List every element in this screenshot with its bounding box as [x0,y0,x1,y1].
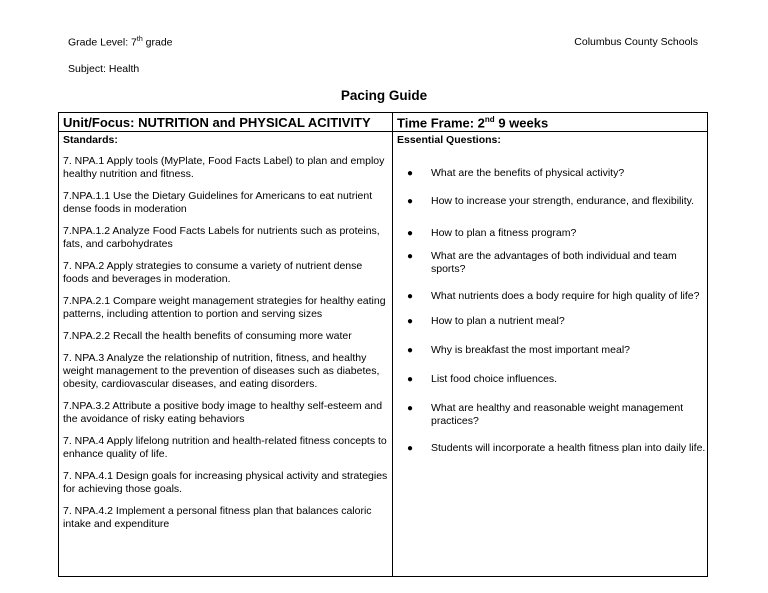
grade-level-suffix: grade [142,36,173,49]
question-text: Students will incorporate a health fitness plan into daily life. [431,442,706,455]
question-text: How to plan a nutrient meal? [431,315,565,328]
grade-level-sup: th [136,36,143,43]
standard-item: 7. NPA.1 Apply tools (MyPlate, Food Facts Label) to plan and employ healthy nutrition and fitness. [63,155,385,181]
list-item [397,315,707,328]
standard-item: 7. NPA.4 Apply lifelong nutrition and health-related fitness concepts to enhance quality of life. [63,435,387,461]
question-text: What are the advantages of both individual and team sports? [431,250,677,276]
bullet-icon: ● [407,345,414,357]
list-item [397,344,707,357]
table-body-row [59,132,708,577]
list-item [397,402,707,428]
bullet-icon: ● [407,316,414,328]
standard-item: 7.NPA.1.2 Analyze Food Facts Labels for nutrients such as proteins, fats, and carbohydrates [63,225,380,251]
subject: Subject: Health [68,63,140,75]
standard-item: 7. NPA.3 Analyze the relationship of nutrition, fitness, and healthy weight management to the prevention of diseases such as diabetes, obesity, cardiovascular diseases, and eating disorders. [63,352,380,391]
standard-item: 7.NPA.2.2 Recall the health benefits of consuming more water [63,330,352,343]
standard-item: 7. NPA.4.1 Design goals for increasing physical activity and strategies for achieving those goals. [63,470,388,496]
bullet-icon: ● [407,168,414,180]
time-frame-text: Time Frame: 2 [397,115,485,131]
standard-item: 7. NPA.4.2 Implement a personal fitness plan that balances caloric intake and expenditure [63,505,372,531]
list-item [397,227,707,240]
questions-list [393,167,707,455]
pacing-table [58,112,708,577]
bullet-icon: ● [407,403,414,415]
question-text: Why is breakfast the most important meal? [431,344,630,357]
table-header-row [59,113,708,132]
bullet-icon: ● [407,443,414,455]
bullet-icon: ● [407,251,414,263]
time-frame [393,113,708,132]
standard-item: 7. NPA.2 Apply strategies to consume a variety of nutrient dense foods and beverages in moderation. [63,260,363,286]
question-text: What are the benefits of physical activity? [431,167,625,180]
list-item [397,290,707,303]
school-name: Columbus County Schools [574,36,698,48]
standards-cell [59,132,393,577]
question-text: List food choice influences. [431,373,558,386]
list-item [397,167,707,180]
time-frame-suffix: 9 weeks [494,115,549,131]
question-text: What nutrients does a body require for high quality of life? [431,290,700,303]
time-frame-sup: nd [484,115,495,124]
list-item [397,195,707,208]
bullet-icon: ● [407,374,414,386]
question-text: What are healthy and reasonable weight management practices? [431,402,684,428]
bullet-icon: ● [407,228,414,240]
bullet-icon: ● [407,291,414,303]
question-text: How to increase your strength, endurance, and flexibility. [431,195,695,208]
list-item [397,250,707,276]
question-text: How to plan a fitness program? [431,227,577,240]
questions-cell [393,132,708,577]
questions-label: Essential Questions: [397,134,501,147]
page-title: Pacing Guide [340,88,428,103]
standards-label: Standards: [63,134,118,147]
standard-item: 7.NPA.2.1 Compare weight management strategies for healthy eating patterns, including attention to portion and serving sizes [63,295,386,321]
bullet-icon: ● [407,196,414,208]
grade-level-text: Grade Level: 7 [68,36,137,49]
list-item [397,442,707,455]
list-item [397,373,707,386]
unit-focus: Unit/Focus: NUTRITION and PHYSICAL ACITIVITY [59,113,393,132]
standard-item: 7.NPA.1.1 Use the Dietary Guidelines for Americans to eat nutrient dense foods in moderation [63,190,373,216]
grade-level [68,36,173,49]
standard-item: 7.NPA.3.2 Attribute a positive body image to healthy self-esteem and the avoidance of risky eating behaviors [63,400,383,426]
